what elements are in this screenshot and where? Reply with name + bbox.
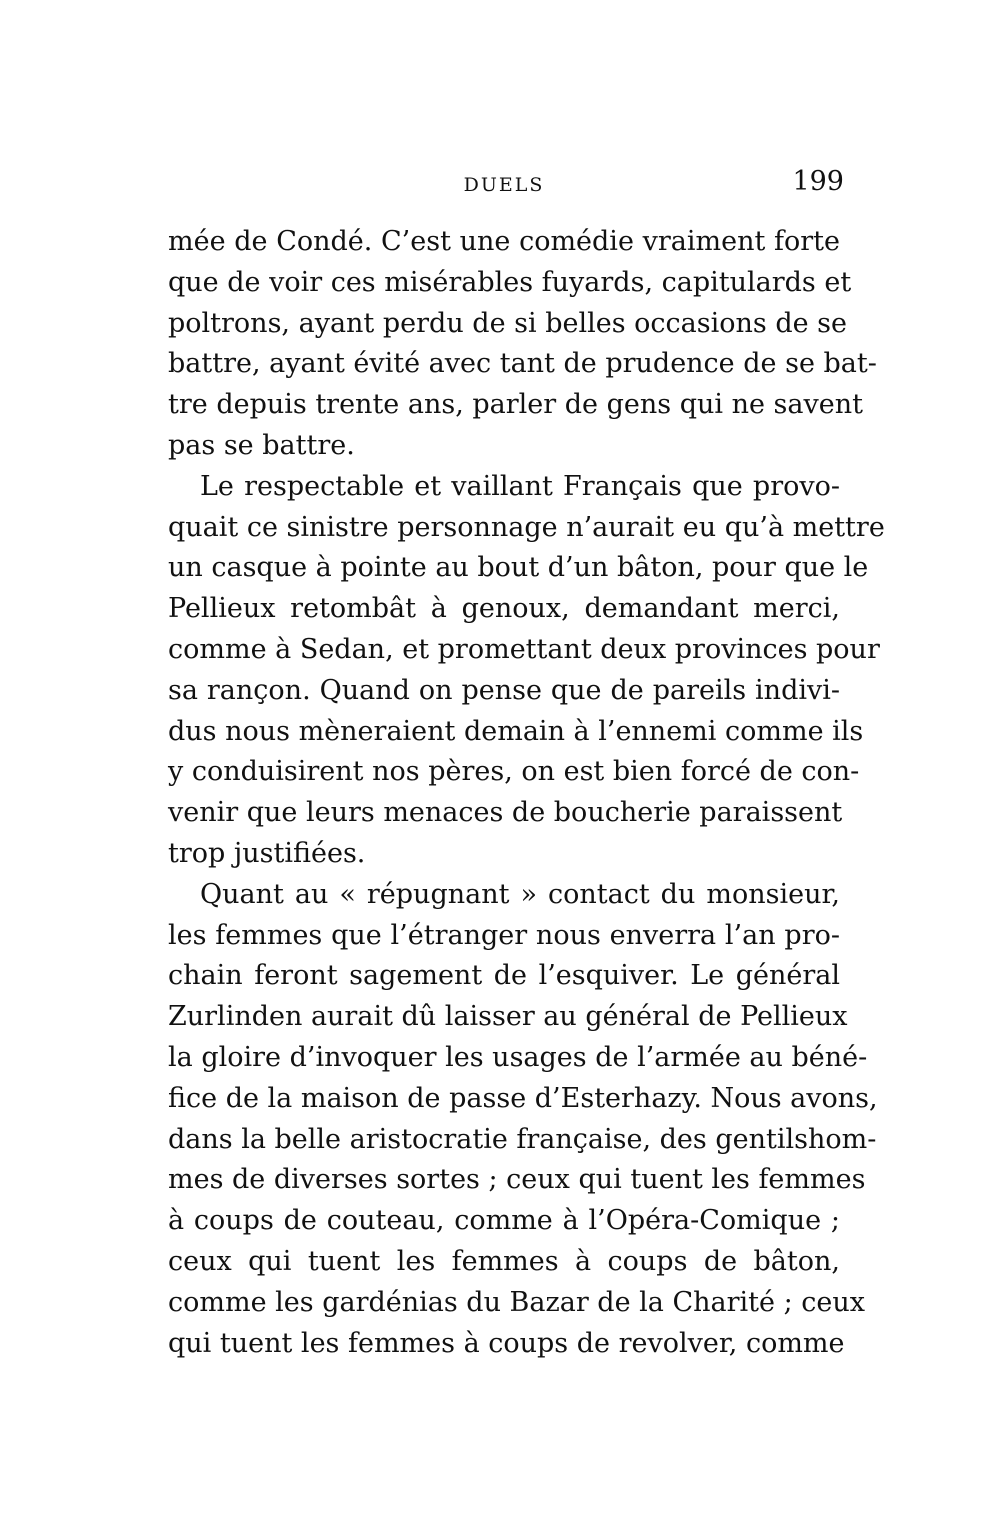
paragraph [168, 467, 885, 875]
text-line: battre, ayant évité avec tant de prudence de se bat- [168, 348, 877, 380]
text-line: ceux qui tuent les femmes à coups de bâton, [168, 1245, 840, 1277]
text-line: à coups de couteau, comme à l’Opéra-Comique ; [168, 1205, 840, 1237]
text-line: tre depuis trente ans, parler de gens qui ne savent [168, 389, 863, 421]
text-line: Pellieux retombât à genoux, demandant merci, [168, 593, 840, 625]
text-line: fice de la maison de passe d’Esterhazy. Nous avons, [168, 1082, 878, 1114]
text-line: Zurlinden aurait dû laisser au général de Pellieux [168, 1001, 848, 1033]
text-line: qui tuent les femmes à coups de revolver, comme [168, 1327, 845, 1359]
text-line: mée de Condé. C’est une comédie vraiment forte [168, 226, 840, 257]
running-title: DUELS [463, 174, 545, 196]
running-head [168, 166, 844, 208]
page-number: 199 [792, 166, 844, 197]
text-line: sa rançon. Quand on pense que de pareils indivi- [168, 674, 840, 706]
text-line: y conduisirent nos pères, on est bien forcé de con- [168, 756, 860, 788]
text-line: un casque à pointe au bout d’un bâton, pour que le [168, 552, 869, 584]
body-text [168, 222, 885, 1364]
text-line: comme à Sedan, et promettant deux provinces pour [168, 633, 880, 665]
paragraph [168, 875, 878, 1365]
text-line: trop justifiées. [168, 837, 366, 869]
text-line: Quant au « répugnant » contact du monsieur, [200, 878, 840, 910]
text-line: dus nous mèneraient demain à l’ennemi comme ils [168, 715, 864, 747]
text-line: Le respectable et vaillant Français que provo- [200, 470, 840, 502]
text-line: poltrons, ayant perdu de si belles occasions de se [168, 307, 848, 339]
text-line: pas se battre. [168, 429, 355, 461]
text-line: que de voir ces misérables fuyards, capitulards et [168, 266, 852, 298]
text-line: venir que leurs menaces de boucherie paraissent [168, 797, 843, 829]
text-line: chain feront sagement de l’esquiver. Le général [168, 960, 840, 992]
text-line: mes de diverses sortes ; ceux qui tuent les femmes [168, 1164, 866, 1196]
text-line: comme les gardénias du Bazar de la Charité ; ceux [168, 1286, 865, 1318]
text-line: dans la belle aristocratie française, des gentilshom- [168, 1123, 877, 1155]
text-line: les femmes que l’étranger nous enverra l’an pro- [168, 919, 840, 951]
text-line: la gloire d’invoquer les usages de l’armée au béné- [168, 1041, 868, 1073]
text-line: quait ce sinistre personnage n’aurait eu qu’à mettre [168, 511, 885, 543]
paragraph [168, 222, 877, 467]
